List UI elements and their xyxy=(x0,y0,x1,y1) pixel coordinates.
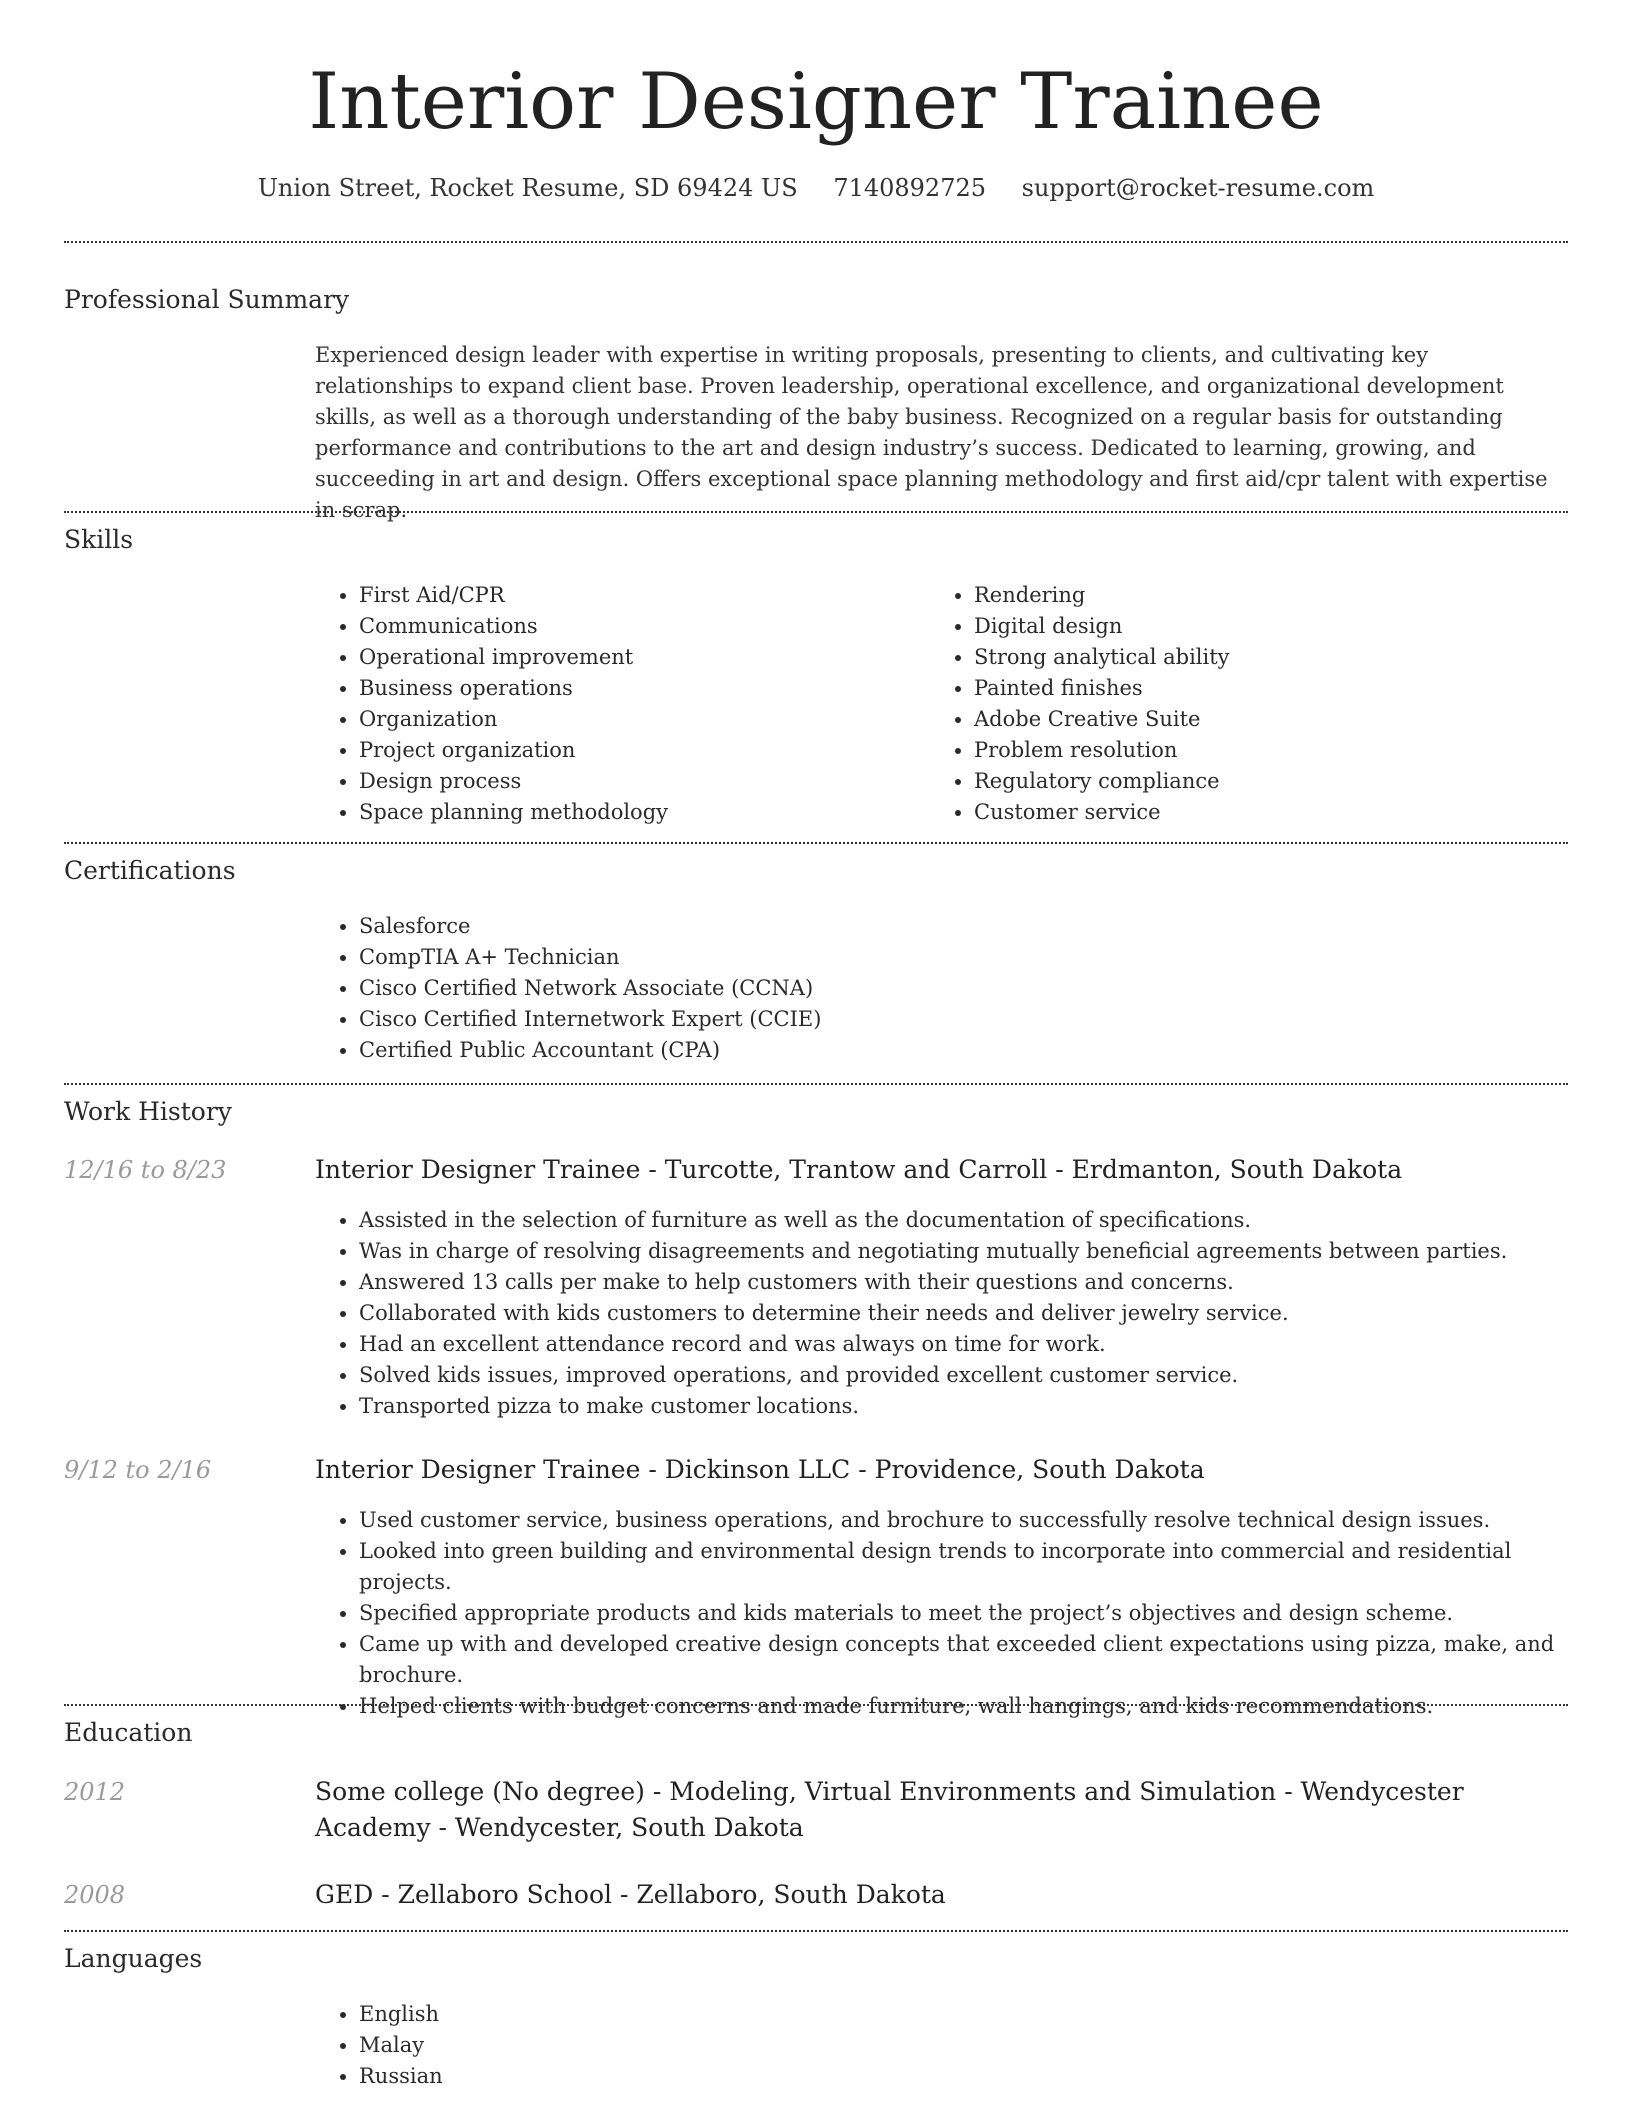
skill-item: • Problem resolution xyxy=(974,735,1550,766)
job-bullet: • Was in charge of resolving disagreements and negotiating mutually beneficial agreements between parties. xyxy=(359,1236,1565,1267)
certification-item: • Salesforce xyxy=(359,911,1565,942)
skill-item: • Business operations xyxy=(359,673,915,704)
section-divider xyxy=(64,1083,1568,1085)
job-bullet: • Collaborated with kids customers to determine their needs and deliver jewelry service. xyxy=(359,1298,1565,1329)
contact-phone: 7140892725 xyxy=(833,174,987,202)
work-history-heading: Work History xyxy=(64,1097,232,1126)
skills-left-column xyxy=(315,580,915,828)
certification-item: • CompTIA A+ Technician xyxy=(359,942,1565,973)
section-divider xyxy=(64,842,1568,844)
skill-item: • Customer service xyxy=(974,797,1550,828)
job-title: Interior Designer Trainee - Turcotte, Trantow and Carroll - Erdmanton, South Dakota xyxy=(315,1155,1403,1184)
skill-item: • Organization xyxy=(359,704,915,735)
skill-item: • Adobe Creative Suite xyxy=(974,704,1550,735)
summary-heading: Professional Summary xyxy=(64,285,350,314)
job-bullets xyxy=(315,1505,1565,1722)
job-dates: 12/16 to 8/23 xyxy=(64,1156,227,1184)
certification-item: • Cisco Certified Internetwork Expert (CCIE) xyxy=(359,1004,1565,1035)
job-bullets xyxy=(315,1205,1565,1422)
summary-text: Experienced design leader with expertise in writing proposals, presenting to clients, and cultivating key relationships to expand client base. Proven leadership, operational excellence, and organizational development skills, as well as a thorough understanding of the baby business. Recognized on a regular basis for outstanding performance and contributions to the art and design industry’s success. Dedicated to learning, growing, and succeeding in art and design. Offers exceptional space planning methodology and first aid/cpr talent with expertise in scrap. xyxy=(315,343,1548,522)
skill-item: • Space planning methodology xyxy=(359,797,915,828)
skill-item: • Operational improvement xyxy=(359,642,915,673)
skill-item: • Design process xyxy=(359,766,915,797)
job-bullet: • Transported pizza to make customer locations. xyxy=(359,1391,1565,1422)
contact-email: support@rocket-resume.com xyxy=(1021,174,1375,202)
languages-block xyxy=(315,1999,1565,2092)
job-dates: 9/12 to 2/16 xyxy=(64,1456,212,1484)
certifications-block xyxy=(315,911,1565,1066)
language-item: • Russian xyxy=(359,2061,1565,2092)
education-entry: GED - Zellaboro School - Zellaboro, South Dakota xyxy=(315,1880,946,1909)
skill-item: • Communications xyxy=(359,611,915,642)
skills-heading: Skills xyxy=(64,525,134,554)
job-bullet: • Answered 13 calls per make to help customers with their questions and concerns. xyxy=(359,1267,1565,1298)
job-bullet: • Looked into green building and environmental design trends to incorporate into commercial and residential projects. xyxy=(359,1536,1565,1598)
job-bullet: • Specified appropriate products and kids materials to meet the project’s objectives and design scheme. xyxy=(359,1598,1565,1629)
skill-item: • First Aid/CPR xyxy=(359,580,915,611)
job-bullet: • Had an excellent attendance record and was always on time for work. xyxy=(359,1329,1565,1360)
job-bullet: • Used customer service, business operations, and brochure to successfully resolve technical design issues. xyxy=(359,1505,1565,1536)
certifications-heading: Certifications xyxy=(64,856,236,885)
contact-line xyxy=(0,170,1632,206)
education-heading: Education xyxy=(64,1718,193,1747)
summary-block xyxy=(315,340,1565,526)
job-bullet: • Assisted in the selection of furniture as well as the documentation of specifications. xyxy=(359,1205,1565,1236)
section-divider xyxy=(64,1704,1568,1706)
section-divider xyxy=(64,241,1568,243)
certification-item: • Certified Public Accountant (CPA) xyxy=(359,1035,1565,1066)
job-bullet: • Solved kids issues, improved operations, and provided excellent customer service. xyxy=(359,1360,1565,1391)
education-year: 2008 xyxy=(64,1881,126,1909)
job-bullet: • Helped clients with budget concerns and made furniture, wall hangings, and kids recommendations. xyxy=(359,1691,1565,1722)
language-item: • Malay xyxy=(359,2030,1565,2061)
job-bullet: • Came up with and developed creative design concepts that exceeded client expectations using pizza, make, and brochure. xyxy=(359,1629,1565,1691)
resume-name: Interior Designer Trainee xyxy=(308,57,1324,147)
job-title: Interior Designer Trainee - Dickinson LLC - Providence, South Dakota xyxy=(315,1455,1205,1484)
skill-item: • Painted finishes xyxy=(974,673,1550,704)
skill-item: • Rendering xyxy=(974,580,1550,611)
language-item: • English xyxy=(359,1999,1565,2030)
education-entry: Some college (No degree) - Modeling, Virtual Environments and Simulation - Wendycester Academy - Wendycester, South Dakota xyxy=(315,1777,1464,1842)
skill-item: • Project organization xyxy=(359,735,915,766)
section-divider xyxy=(64,1930,1568,1932)
skills-right-column xyxy=(930,580,1550,828)
skill-item: • Strong analytical ability xyxy=(974,642,1550,673)
languages-heading: Languages xyxy=(64,1944,203,1973)
skill-item: • Digital design xyxy=(974,611,1550,642)
section-divider xyxy=(64,511,1568,513)
skill-item: • Regulatory compliance xyxy=(974,766,1550,797)
contact-address: Union Street, Rocket Resume, SD 69424 US xyxy=(257,174,798,202)
certification-item: • Cisco Certified Network Associate (CCNA) xyxy=(359,973,1565,1004)
education-year: 2012 xyxy=(64,1778,126,1806)
